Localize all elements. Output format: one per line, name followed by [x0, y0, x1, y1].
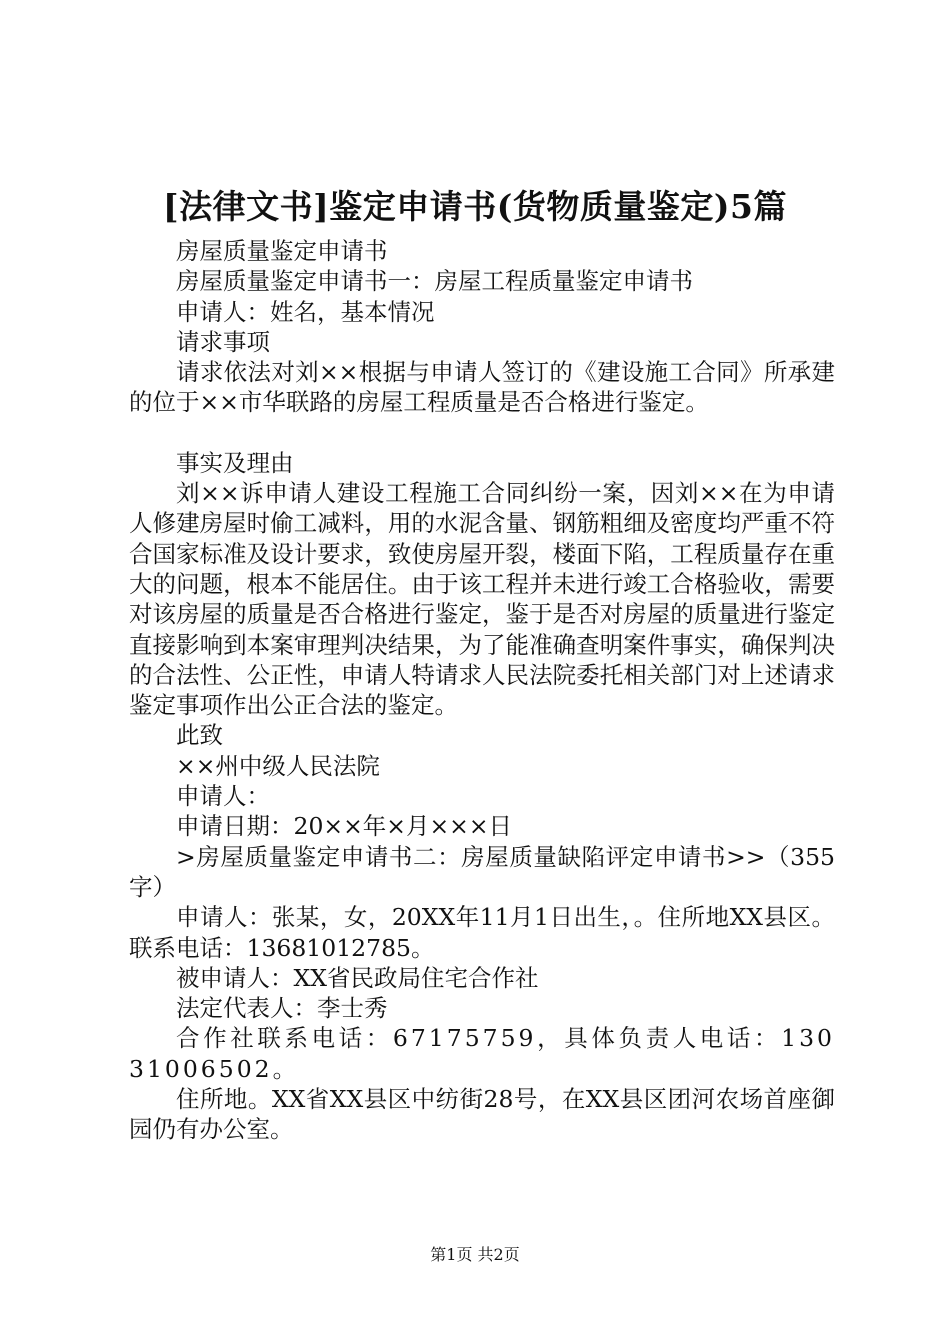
paragraph-request-heading: 请求事项 [176, 327, 270, 356]
paragraph-contact: 合作社联系电话：67175759，具体负责人电话：13031006502。 [129, 1024, 835, 1083]
paragraph-request: 请求依法对刘××根据与申请人签订的《建设施工合同》所承建的位于××市华联路的房屋工程质量是否合格进行鉴定。 [129, 358, 835, 417]
document-title: [法律文书]鉴定申请书(货物质量鉴定)5篇 [163, 187, 787, 226]
paragraph-facts-heading: 事实及理由 [176, 448, 294, 477]
paragraph-address: 住所地。XX省XX县区中纺街28号，在XX县区团河农场首座御园仍有办公室。 [129, 1085, 835, 1144]
paragraph-facts: 刘××诉申请人建设工程施工合同纠纷一案，因刘××在为申请人修建房屋时偷工减料，用的水泥含量、钢筋粗细及密度均严重不符合国家标准及设计要求，致使房屋开裂，楼面下陷，工程质量存在重大的问题，根本不能居住。由于该工程并未进行竣工合格验收，需要对该房屋的质量是否合格进行鉴定，鉴于是否对房屋的质量进行鉴定直接影响到本案审理判决结果，为了能准确查明案件事实，确保判决的合法性、公正性，申请人特请求人民法院委托相关部门对上述请求鉴定事项作出公正合法的鉴定。 [129, 479, 835, 720]
paragraph-legal-rep: 法定代表人：李士秀 [176, 994, 388, 1023]
paragraph-date: 申请日期：20××年×月×××日 [176, 812, 513, 841]
paragraph-signature: 申请人： [176, 782, 270, 811]
page-footer: 第1页 共2页 [430, 1245, 520, 1264]
paragraph-respondent: 被申请人：XX省民政局住宅合作社 [176, 963, 539, 992]
paragraph-subtitle-2: >房屋质量鉴定申请书二：房屋质量缺陷评定申请书>>（355字） [129, 842, 835, 901]
paragraph-court: ××州中级人民法院 [176, 751, 380, 780]
paragraph-salutation: 此致 [176, 721, 223, 750]
document-body [129, 236, 835, 1145]
paragraph-applicant-2: 申请人：张某，女，20XX年11月1日出生，。住所地XX县区。联系电话：13681012785。 [129, 903, 835, 962]
paragraph-applicant: 申请人：姓名，基本情况 [176, 297, 435, 326]
paragraph-heading: 房屋质量鉴定申请书 [176, 237, 388, 265]
paragraph-subtitle-1: 房屋质量鉴定申请书一：房屋工程质量鉴定申请书 [176, 267, 693, 296]
